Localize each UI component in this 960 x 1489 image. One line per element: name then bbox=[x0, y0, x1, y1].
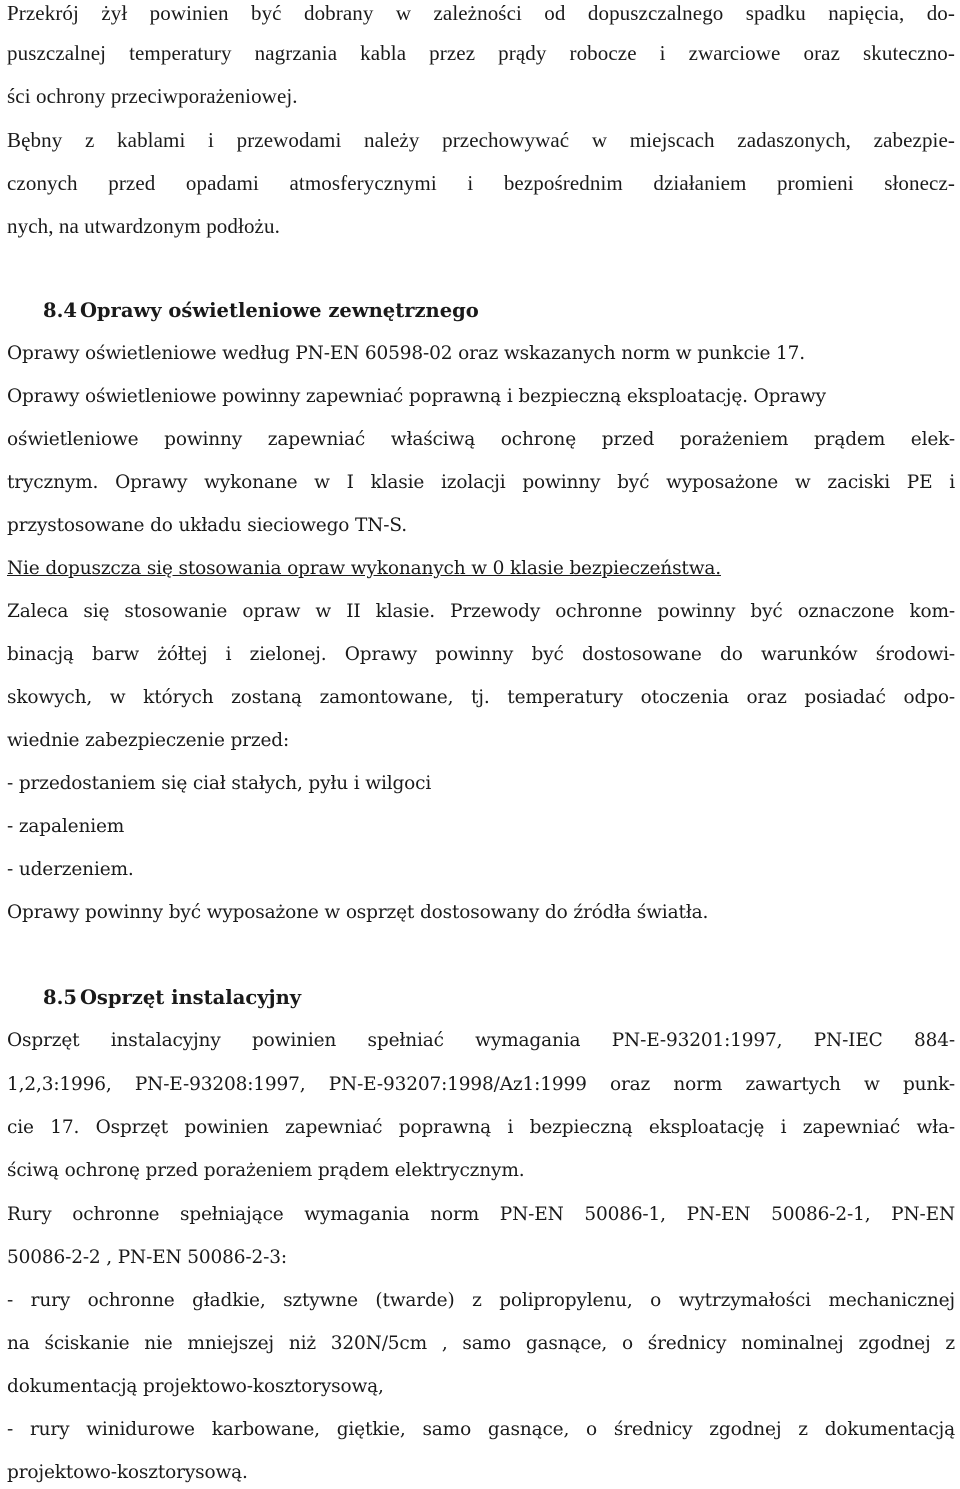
paragraph-line: puszczalnej temperatury nagrzania kabla przez prądy robocze i zwarciowe oraz skuteczno- bbox=[7, 41, 955, 65]
paragraph-line: czonych przed opadami atmosferycznymi i bezpośrednim działaniem promieni słonecz- bbox=[7, 171, 955, 195]
paragraph-line: Oprawy oświetleniowe powinny zapewniać poprawną i bezpieczną eksploatację. Oprawy bbox=[7, 386, 826, 407]
paragraph-line: projektowo-kosztorysową. bbox=[7, 1462, 248, 1483]
list-item: - rury ochronne gładkie, sztywne (twarde) z polipropylenu, o wytrzymałości mechanicznej bbox=[7, 1290, 955, 1311]
section-title: Oprawy oświetleniowe zewnętrznego bbox=[79, 299, 479, 322]
paragraph-line: trycznym. Oprawy wykonane w I klasie izolacji powinny być wyposażone w zaciski PE i bbox=[7, 472, 955, 493]
list-item: - uderzeniem. bbox=[7, 859, 134, 880]
paragraph-line: przystosowane do układu sieciowego TN-S. bbox=[7, 515, 407, 536]
section-heading-8-5 bbox=[43, 985, 301, 1011]
list-item: - rury winidurowe karbowane, giętkie, samo gasnące, o średnicy zgodnej z dokumentacją bbox=[7, 1419, 955, 1440]
paragraph-line: nych, na utwardzonym podłożu. bbox=[7, 214, 280, 238]
list-item: - przedostaniem się ciał stałych, pyłu i wilgoci bbox=[7, 773, 432, 794]
paragraph-line: wiednie zabezpieczenie przed: bbox=[7, 730, 290, 751]
section-heading-8-4 bbox=[43, 298, 479, 324]
paragraph-line: Osprzęt instalacyjny powinien spełniać wymagania PN-E-93201:1997, PN-IEC 884- bbox=[7, 1030, 955, 1051]
paragraph-line: Oprawy powinny być wyposażone w osprzęt dostosowany do źródła światła. bbox=[7, 902, 709, 923]
paragraph-line: cie 17. Osprzęt powinien zapewniać poprawną i bezpieczną eksploatację i zapewniać wła- bbox=[7, 1117, 955, 1138]
paragraph-line: oświetleniowe powinny zapewniać właściwą ochronę przed porażeniem prądem elek- bbox=[7, 429, 955, 450]
paragraph-line: Przekrój żył powinien być dobrany w zależności od dopuszczalnego spadku napięcia, do- bbox=[7, 1, 955, 25]
paragraph-line: Oprawy oświetleniowe według PN-EN 60598-02 oraz wskazanych norm w punkcie 17. bbox=[7, 343, 805, 364]
paragraph-line: skowych, w których zostaną zamontowane, tj. temperatury otoczenia oraz posiadać odpo- bbox=[7, 687, 955, 708]
paragraph-line: Zaleca się stosowanie opraw w II klasie. Przewody ochronne powinny być oznaczone kom- bbox=[7, 601, 955, 622]
paragraph-line: binacją barw żółtej i zielonej. Oprawy powinny być dostosowane do warunków środowi- bbox=[7, 644, 955, 665]
paragraph-line: Rury ochronne spełniające wymagania norm PN-EN 50086-1, PN-EN 50086-2-1, PN-EN bbox=[7, 1204, 955, 1225]
paragraph-line: 50086-2-2 , PN-EN 50086-2-3: bbox=[7, 1247, 287, 1268]
underlined-paragraph-line: Nie dopuszcza się stosowania opraw wykonanych w 0 klasie bezpieczeństwa. bbox=[7, 558, 721, 579]
paragraph-line: ściwą ochronę przed porażeniem prądem elektrycznym. bbox=[7, 1160, 525, 1181]
paragraph-line: na ściskanie nie mniejszej niż 320N/5cm , samo gasnące, o średnicy nominalnej zgodnej z bbox=[7, 1333, 955, 1354]
paragraph-line: Bębny z kablami i przewodami należy przechowywać w miejscach zadaszonych, zabezpie- bbox=[7, 128, 955, 152]
section-number: 8.4 bbox=[43, 299, 77, 322]
paragraph-line: dokumentacją projektowo-kosztorysową, bbox=[7, 1376, 384, 1397]
list-item: - zapaleniem bbox=[7, 816, 125, 837]
paragraph-line: 1,2,3:1996, PN-E-93208:1997, PN-E-93207:1998/Az1:1999 oraz norm zawartych w punk- bbox=[7, 1074, 955, 1095]
section-title: Osprzęt instalacyjny bbox=[79, 986, 302, 1009]
section-number: 8.5 bbox=[43, 986, 77, 1009]
paragraph-line: ści ochrony przeciwporażeniowej. bbox=[7, 84, 298, 108]
